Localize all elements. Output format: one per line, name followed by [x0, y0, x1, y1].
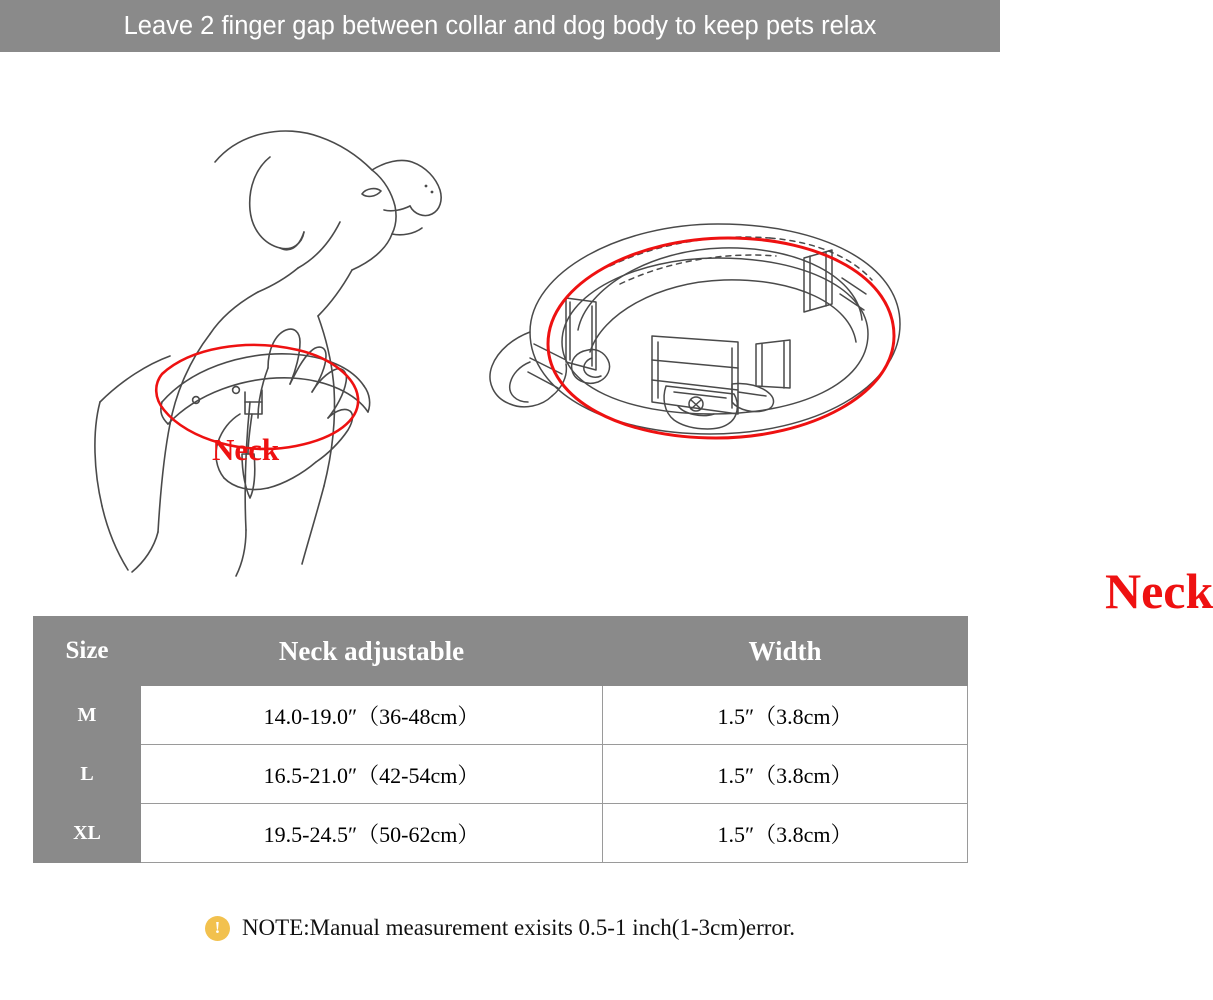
- cell-size: XL: [34, 804, 141, 863]
- dog-neck-illustration: [40, 102, 480, 582]
- cell-neck: 19.5-24.5″（50-62cm）: [141, 804, 603, 863]
- note-row: [0, 915, 1000, 941]
- note-text: NOTE:Manual measurement exisits 0.5-1 inch(1-3cm)error.: [241, 915, 796, 940]
- header-size: Size: [34, 617, 141, 686]
- size-table: [33, 616, 968, 863]
- illustration-area: [0, 52, 1213, 619]
- table-row: [34, 745, 968, 804]
- cell-neck: 14.0-19.0″（36-48cm）: [141, 686, 603, 745]
- cell-width: 1.5″（3.8cm）: [603, 745, 968, 804]
- neck-label-left: Neck: [212, 432, 280, 467]
- header-neck-adjustable: Neck adjustable: [141, 617, 603, 686]
- header-banner: [0, 0, 1000, 52]
- collar-illustration: [470, 202, 1213, 619]
- cell-size: L: [34, 745, 141, 804]
- neck-label-right: Neck: [1105, 563, 1213, 619]
- cell-width: 1.5″（3.8cm）: [603, 804, 968, 863]
- header-banner-text: Leave 2 finger gap between collar and dog body to keep pets relax: [123, 11, 877, 40]
- header-width: Width: [603, 617, 968, 686]
- exclamation-icon: !: [205, 916, 230, 941]
- size-table-body: [34, 686, 968, 863]
- table-row: [34, 804, 968, 863]
- dog-neck-drawing-icon: [40, 102, 480, 582]
- table-row: [34, 686, 968, 745]
- cell-width: 1.5″（3.8cm）: [603, 686, 968, 745]
- collar-drawing-icon: [470, 202, 950, 502]
- cell-size: M: [34, 686, 141, 745]
- size-table-head: [34, 617, 968, 686]
- cell-neck: 16.5-21.0″（42-54cm）: [141, 745, 603, 804]
- table-header-row: [34, 617, 968, 686]
